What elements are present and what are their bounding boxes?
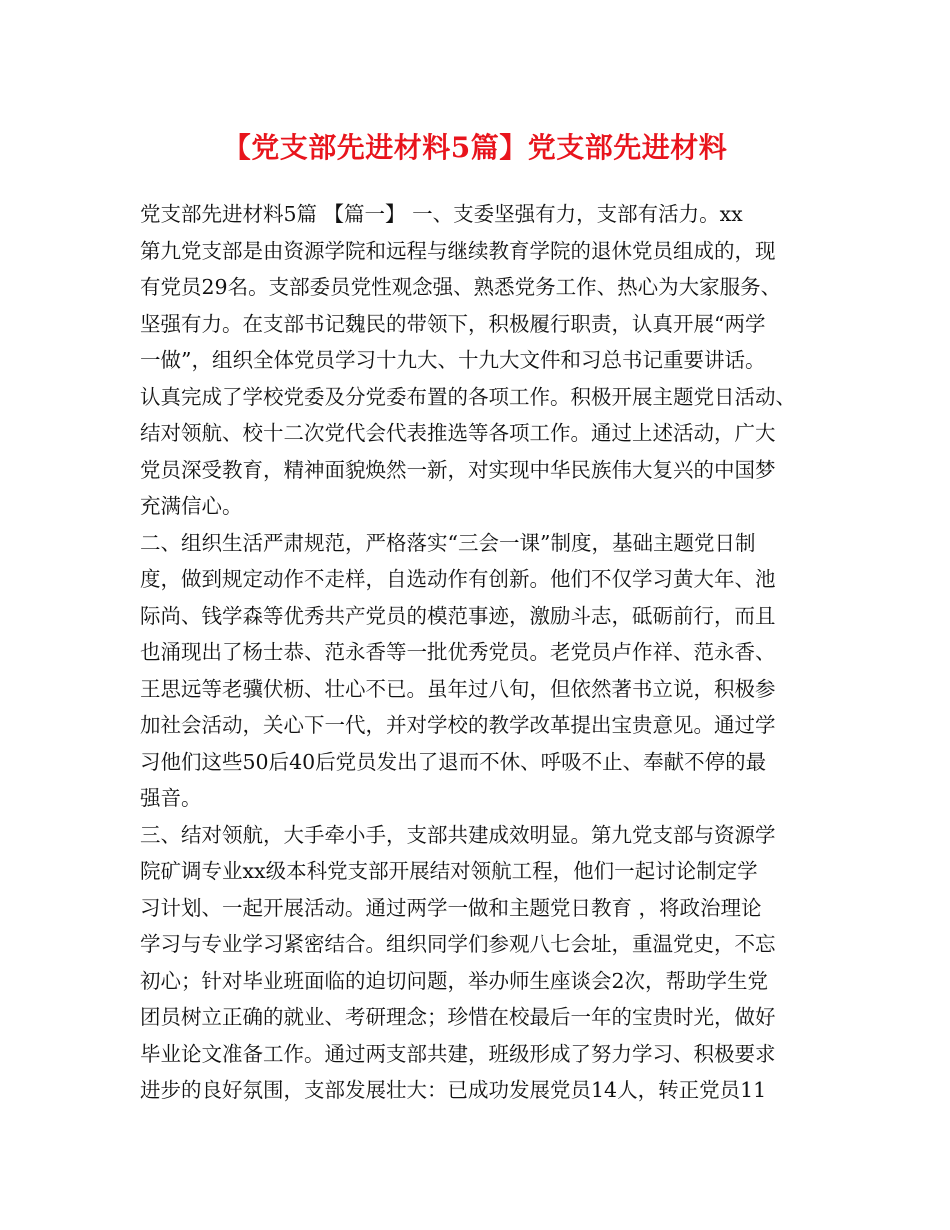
body-line: 也涌现出了杨士恭、范永香等一批优秀党员。老党员卢作祥、范永香、 [140, 640, 776, 664]
body-line: 二、组织生活严肃规范，严格落实“三会一课”制度，基础主题党日制 [140, 530, 756, 555]
body-line: 第九党支部是由资源学院和远程与继续教育学院的退休党员组成的，现 [140, 238, 776, 263]
body-line: 加社会活动，关心下一代，并对学校的教学改革提出宝贵意见。通过学 [140, 713, 776, 737]
body-line: 王思远等老骥伏枥、壮心不已。虽年过八旬，但依然著书立说，积极参 [140, 676, 776, 701]
body-line: 际尚、钱学森等优秀共产党员的模范事迹，激励斗志，砥砺前行，而且 [140, 603, 776, 628]
body-line: 初心；针对毕业班面临的迫切问题，举办师生座谈会2次，帮助学生党 [140, 968, 769, 993]
body-line: 充满信心。 [140, 494, 243, 518]
body-line: 毕业论文准备工作。通过两支部共建，班级形成了努力学习、积极要求 [140, 1041, 776, 1066]
body-line: 学习与专业学习紧密结合。组织同学们参观八七会址，重温党史，不忘 [140, 932, 776, 956]
body-line: 团员树立正确的就业、考研理念；珍惜在校最后一年的宝贵时光，做好 [140, 1005, 776, 1029]
body-line: 结对领航、校十二次党代会代表推选等各项工作。通过上述活动，广大 [140, 421, 776, 445]
document-title: 【党支部先进材料5篇】党支部先进材料 [222, 131, 728, 164]
body-line: 度，做到规定动作不走样，自选动作有创新。他们不仅学习黄大年、池 [140, 567, 776, 591]
body-line: 三、结对领航，大手牵小手，支部共建成效明显。第九党支部与资源学 [140, 822, 776, 847]
body-line: 习他们这些50后40后党员发出了退而不休、呼吸不止、奉献不停的最 [140, 749, 767, 774]
body-line: 党员深受教育，精神面貌焕然一新，对实现中华民族伟大复兴的中国梦 [140, 457, 776, 482]
body-line: 进步的良好氛围，支部发展壮大：已成功发展党员14人，转正党员11 [140, 1078, 767, 1102]
document-body [140, 196, 812, 1109]
body-line: 一做”，组织全体党员学习十九大、十九大文件和习总书记重要讲话。 [140, 348, 766, 372]
body-line: 党支部先进材料5篇 【篇一】 一、支委坚强有力，支部有活力。xx [140, 202, 743, 226]
body-line: 认真完成了学校党委及分党委布置的各项工作。积极开展主题党日活动、 [140, 384, 796, 409]
body-line: 强音。 [140, 786, 202, 810]
body-line: 习计划、一起开展活动。通过两学一做和主题党日教育 ，将政治理论 [140, 895, 762, 920]
body-line: 院矿调专业xx级本科党支部开展结对领航工程，他们一起讨论制定学 [140, 859, 758, 883]
body-line: 有党员29名。支部委员党性观念强、熟悉党务工作、热心为大家服务、 [140, 275, 782, 299]
body-line: 坚强有力。在支部书记魏民的带领下，积极履行职责，认真开展“两学 [140, 311, 766, 336]
